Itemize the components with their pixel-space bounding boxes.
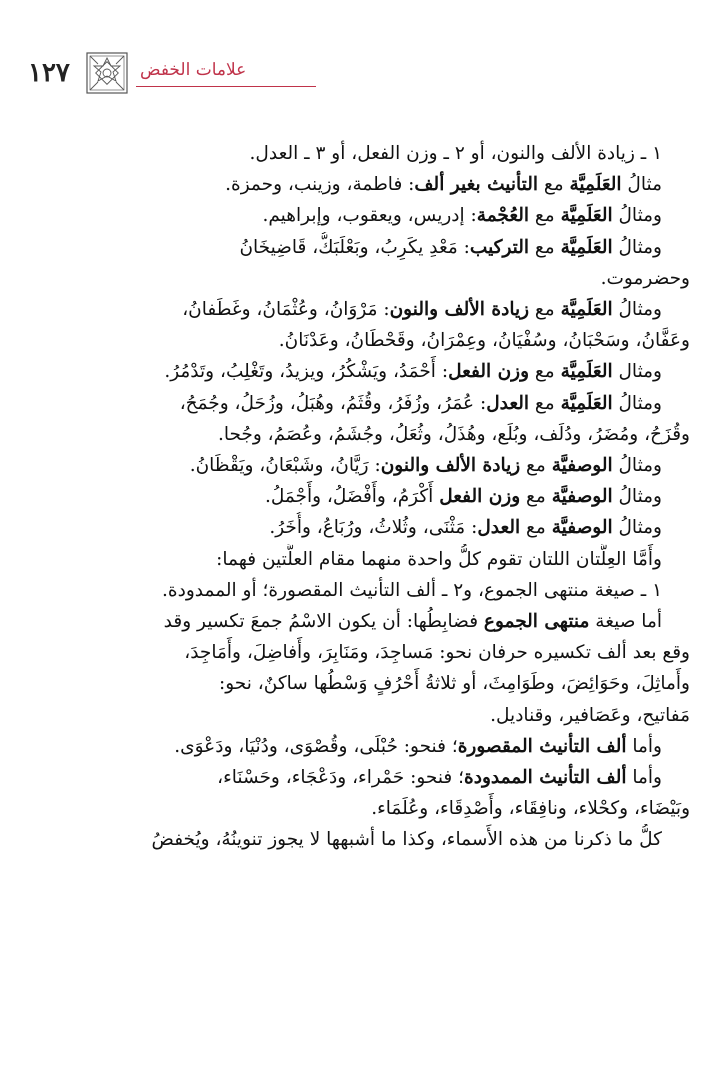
text-line (70, 731, 690, 762)
text-run: ومثالُ (612, 205, 662, 227)
body-text (70, 138, 690, 856)
text-line (70, 263, 690, 294)
text-run: فضابِطُها: أن يكون الاسْمُ جمعَ تكسير وقد (163, 611, 484, 633)
text-run: ومثال (612, 361, 662, 383)
bold-term: زيادة الألف والنون (380, 455, 521, 477)
text-line (70, 544, 690, 575)
text-run: وأما (626, 735, 662, 757)
bold-term: زيادة الألف والنون (389, 299, 530, 321)
text-line (70, 138, 690, 169)
text-run: ١ ـ زيادة الألف والنون، أو ٢ ـ وزن الفعل، أو ٣ ـ العدل. (249, 143, 662, 164)
text-line (70, 388, 690, 419)
bold-term: وزن الفعل (439, 486, 521, 508)
text-run: : مَرْوَانُ، وعُثْمَانُ، وغَطَفانُ، (182, 299, 390, 321)
text-run: مع (520, 455, 552, 477)
text-run: مثالُ (621, 174, 662, 196)
text-line (70, 762, 690, 793)
bold-term: العَلَمِيَّة (560, 299, 613, 321)
text-line (70, 325, 690, 356)
header-rule (136, 86, 316, 87)
bold-term: العَلَمِيَّة (560, 361, 613, 383)
text-run: ومثالُ (612, 517, 662, 539)
text-run: وعَفَّانُ، وسَحْبَانُ، وسُفْيَانُ، وعِمْرَانُ، وقَحْطَانُ، وعَدْنَانُ. (278, 330, 690, 352)
text-run: ١ ـ صيغة منتهى الجموع، و٢ ـ ألف التأنيث المقصورة؛ أو الممدودة. (162, 579, 662, 601)
bold-term: الوصفيَّة (551, 455, 613, 477)
geometric-star-ornament-icon (86, 52, 128, 94)
text-run: : إدريس، ويعقوب، وإبراهيم. (262, 205, 477, 227)
text-run: ومثالُ (612, 299, 662, 321)
text-line (70, 356, 690, 387)
text-run: : فاطمة، وزينب، وحمزة. (225, 174, 415, 196)
text-run: مع (529, 205, 561, 227)
text-run: مع (537, 174, 570, 196)
bold-term: ألف التأنيث المقصورة (457, 735, 627, 757)
text-run: مع (529, 299, 561, 321)
text-line (70, 824, 690, 855)
text-run: : مَثْنَى، وثُلاثُ، ورُبَاعُ، وأُخَرُ. (269, 517, 478, 539)
text-run: وأَماثِلَ، وحَوَائِضَ، وطَوَامِثَ، أو ثلاثةُ أَحْرُفٍ وَسْطُها ساكنٌ، نحو: (219, 673, 690, 695)
text-line (70, 200, 690, 231)
text-run: وبَيْضَاء، وكحْلاء، ونافِقَاء، وأَصْدِقَاء، وعُلَمَاء. (371, 798, 690, 820)
text-line (70, 294, 690, 325)
text-run: مع (520, 517, 552, 539)
bold-term: العَلَمِيَّة (560, 392, 613, 414)
bold-term: الوصفيَّة (551, 517, 613, 539)
text-run: وأما (626, 767, 662, 789)
text-run: وأَمَّا العِلَّتان اللتان تقوم كلُّ واحدة منهما مقام العلَّتين فهما: (216, 548, 662, 570)
text-run: : مَعْدِ يكَرِبُ، وبَعْلَبَكُّ، قَاضِيخَانُ (239, 236, 470, 258)
text-line (70, 637, 690, 668)
text-run: وحضرموت. (600, 267, 690, 289)
page-header (28, 52, 692, 96)
text-run: أما صيغة (589, 611, 662, 633)
text-run: ومثالُ (612, 236, 662, 258)
bold-term: ألف التأنيث الممدودة (464, 767, 627, 789)
text-run: ؛ فنحو: حُبْلَى، وقُصْوَى، ودُنْيَا، ودَعْوَى. (174, 735, 458, 757)
text-line (70, 232, 690, 263)
text-run: مع (529, 392, 561, 414)
text-line (70, 606, 690, 637)
text-run: مع (529, 236, 561, 258)
bold-term: العَلَمِيَّة (560, 236, 613, 258)
bold-term: العَلَمِيَّة (569, 174, 622, 196)
bold-term: التأنيث بغير ألف (414, 174, 538, 196)
bold-term: منتهى الجموع (483, 611, 590, 633)
text-run: ومثالُ (612, 392, 662, 414)
text-line (70, 512, 690, 543)
text-line (70, 575, 690, 606)
text-run: ومثالُ (612, 455, 662, 477)
bold-term: الوصفيَّة (551, 486, 613, 508)
bold-term: وزن الفعل (448, 361, 530, 383)
text-run: ومثالُ (612, 486, 662, 508)
text-run: مَفاتيح، وعَصَافير، وقناديل. (490, 704, 690, 726)
text-run: وقع بعد ألف تكسيره حرفان نحو: مَساجِدَ، ومَنَابِرَ، وأَفاضِلَ، وأَمَاجِدَ، (184, 642, 690, 664)
bold-term: العُجْمة (476, 205, 530, 227)
text-run: مع (520, 486, 552, 508)
text-line (70, 169, 690, 200)
text-line (70, 793, 690, 824)
bold-term: العَلَمِيَّة (560, 205, 613, 227)
text-line (70, 450, 690, 481)
text-line (70, 481, 690, 512)
bold-term: العدل (477, 517, 521, 539)
text-run: : عُمَرُ، وزُفَرُ، وقُثَمُ، وهُبَلُ، وزُحَلُ، وجُمَحُ، (179, 392, 487, 414)
text-run: كلُّ ما ذكرنا من هذه الأَسماء، وكذا ما أشبهها لا يجوز تنوينُهُ، ويُخفضُ (151, 829, 662, 851)
text-run: ؛ فنحو: حَمْراء، ودَعْجَاء، وحَسْنَاء، (217, 767, 465, 789)
text-run: وقُزَحُ، ومُضَرُ، ودُلَف، وبُلَع، وهُذَلُ، وثُعَلُ، وجُشَمُ، وعُصَمُ، وجُحا. (217, 423, 690, 445)
text-line (70, 419, 690, 450)
text-run: : أَحْمَدُ، ويَشْكُرُ، ويزيدُ، وتَغْلِبُ، وتَدْمُرُ. (164, 361, 449, 383)
page-number: ١٢٧ (28, 58, 70, 88)
chapter-title: علامات الخفض (140, 60, 247, 80)
text-line (70, 668, 690, 699)
bold-term: العدل (486, 392, 530, 414)
bold-term: التركيب (469, 236, 530, 258)
text-run: مع (529, 361, 561, 383)
text-run: أَكْرَمُ، وأَفْضَلُ، وأَجْمَلُ. (264, 486, 440, 508)
text-line (70, 700, 690, 731)
text-run: : رَيَّانُ، وشَبْعَانُ، ويَقْظَانُ. (189, 455, 381, 477)
